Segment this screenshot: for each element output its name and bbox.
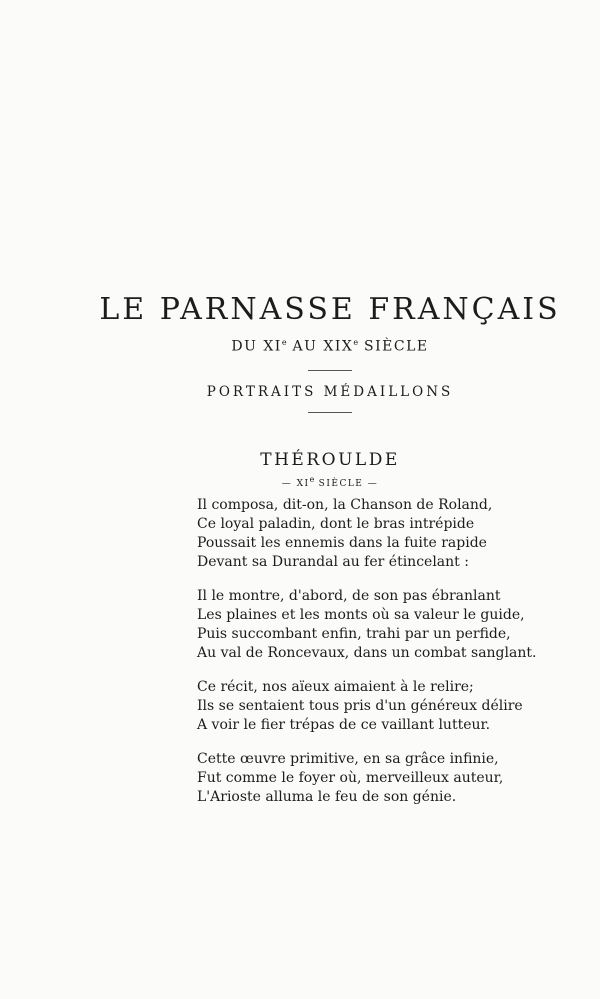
verse-line: Cette œuvre primitive, en sa grâce infinie, (197, 751, 499, 767)
subtitle-superscript-1: e (281, 338, 287, 347)
verse-line: Poussait les ennemis dans la fuite rapide (197, 535, 487, 551)
subtitle-middle: AU XIX (286, 338, 354, 355)
subtitle-prefix: DU XI (231, 338, 282, 355)
subtitle-superscript-2: e (353, 338, 359, 347)
verse-line: Puis succombant enfin, trahi par un perfide, (197, 626, 511, 642)
stanza-3 (197, 678, 536, 735)
verse-line: Devant sa Durandal au fer étincelant : (197, 554, 469, 570)
stanza-4 (197, 750, 536, 807)
verse-line: Fut comme le foyer où, merveilleux auteur, (197, 770, 504, 786)
verse-line: Au val de Roncevaux, dans un combat sanglant. (197, 645, 537, 661)
section-heading: PORTRAITS MÉDAILLONS (206, 384, 454, 400)
divider-top (308, 370, 352, 371)
century-suffix: SIÈCLE — (314, 479, 379, 489)
verse-line: Ce récit, nos aïeux aimaient à le relire; (197, 679, 474, 695)
century-superscript: e (309, 475, 315, 484)
century-range-subtitle (0, 334, 600, 356)
verse-line: Il composa, dit-on, la Chanson de Roland, (197, 497, 493, 513)
verse-line: Ils se sentaient tous pris d'un généreux délire (197, 698, 523, 714)
verse-line: Il le montre, d'abord, de son pas ébranlant (197, 588, 501, 604)
page-title: LE PARNASSE FRANÇAIS (99, 292, 561, 327)
sonnet (197, 496, 536, 822)
verse-line: A voir le fier trépas de ce vaillant lutteur. (197, 717, 491, 733)
verse-line: L'Arioste alluma le feu de son génie. (197, 789, 457, 805)
poet-name: THÉROULDE (260, 450, 400, 470)
verse-line: Ce loyal paladin, dont le bras intrépide (197, 516, 475, 532)
stanza-2 (197, 587, 536, 663)
divider-bottom (308, 412, 352, 413)
stanza-1 (197, 496, 536, 572)
poet-century (0, 473, 600, 491)
century-prefix: — XI (281, 479, 310, 489)
subtitle-suffix: SIÈCLE (358, 338, 429, 355)
verse-line: Les plaines et les monts où sa valeur le guide, (197, 607, 525, 623)
